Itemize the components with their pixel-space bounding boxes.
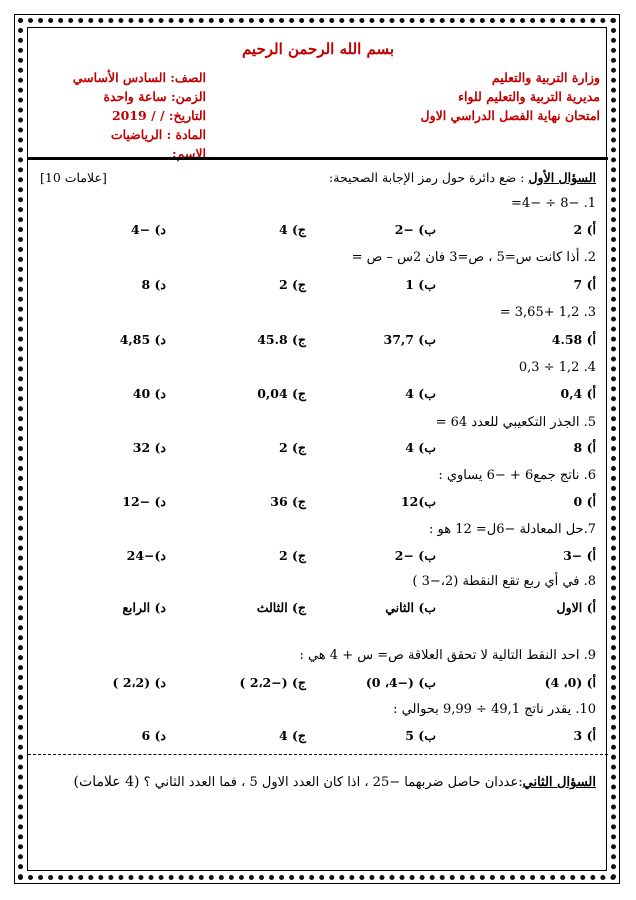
option-b[interactable]: ب) 1 bbox=[405, 277, 436, 292]
option-c[interactable]: ج) 4 bbox=[278, 728, 306, 743]
option-a[interactable]: أ) 4.58 bbox=[551, 332, 596, 347]
question-1-marks: [10 علامات] bbox=[40, 170, 107, 185]
options-row bbox=[40, 728, 596, 748]
date-label: التاريخ: / / 2019 bbox=[111, 108, 206, 123]
question-2-text: :عددان حاصل ضربهما −25 ، اذا كان العدد الاول 5 ، فما العدد الثاني ؟ bbox=[143, 775, 523, 790]
options-row bbox=[40, 494, 596, 514]
options-row bbox=[40, 548, 596, 568]
options-row bbox=[40, 222, 596, 242]
exam-name: امتحان نهاية الفصل الدراسي الاول bbox=[420, 108, 600, 123]
question-2-title: السؤال الثاني bbox=[522, 775, 596, 790]
option-c[interactable]: ج) 45.8 bbox=[257, 332, 306, 347]
option-d[interactable]: د) 40 bbox=[132, 386, 166, 401]
option-a[interactable]: أ) 2 bbox=[573, 222, 596, 237]
option-a[interactable]: أ) 0 bbox=[573, 494, 596, 509]
option-a[interactable]: أ) 7 bbox=[573, 277, 596, 292]
option-b[interactable]: ب)12 bbox=[400, 494, 436, 509]
header-divider bbox=[28, 157, 608, 160]
subject-label: المادة : الرياضيات bbox=[110, 127, 206, 142]
options-row bbox=[40, 386, 596, 406]
option-a[interactable]: أ) 3 bbox=[573, 728, 596, 743]
option-a[interactable]: أ) الاول bbox=[556, 600, 596, 615]
time-label: الزمن: ساعة واحدة bbox=[103, 89, 206, 104]
option-d[interactable]: د)−24 bbox=[126, 548, 166, 563]
question-item: 3. 1,2 +3,65 = bbox=[499, 305, 596, 320]
question-item: 6. ناتج جمع6 + −6 يساوي : bbox=[438, 468, 596, 483]
option-d[interactable]: د) −4 bbox=[130, 222, 166, 237]
directorate-name: مديرية التربية والتعليم للواء bbox=[458, 89, 600, 104]
option-c[interactable]: ج) 2 bbox=[278, 548, 306, 563]
options-row bbox=[40, 332, 596, 352]
option-c[interactable]: ج) 36 bbox=[270, 494, 306, 509]
option-d[interactable]: د) الرابع bbox=[122, 600, 166, 615]
ministry-name: وزارة التربية والتعليم bbox=[491, 70, 600, 85]
basmala: بسم الله الرحمن الرحيم bbox=[241, 40, 395, 58]
option-d[interactable]: د) 4,85 bbox=[119, 332, 166, 347]
question-2 bbox=[36, 774, 596, 790]
question-item: 9. احد النقط التالية لا تحقق العلاقة ص= س + 4 هي : bbox=[299, 648, 596, 663]
option-b[interactable]: ب) (−4، 0) bbox=[365, 675, 436, 690]
question-item: 5. الجذر التكعيبي للعدد 64 = bbox=[435, 415, 596, 430]
option-b[interactable]: ب) −2 bbox=[394, 222, 436, 237]
option-b[interactable]: ب) 37,7 bbox=[383, 332, 436, 347]
option-c[interactable]: ج) 2 bbox=[278, 440, 306, 455]
name-label: الاسم: bbox=[171, 146, 206, 161]
option-b[interactable]: ب) 5 bbox=[405, 728, 436, 743]
question-item: 2. أذا كانت س=5 ، ص=3 فان 2س – ص = bbox=[351, 250, 596, 265]
header-ministry bbox=[420, 68, 600, 125]
option-d[interactable]: د) −12 bbox=[122, 494, 166, 509]
question-item: 10. يقدر ناتج 49,1 ÷ 9,99 بحوالي : bbox=[393, 702, 596, 717]
options-row bbox=[40, 440, 596, 460]
option-b[interactable]: ب) 4 bbox=[405, 386, 436, 401]
option-b[interactable]: ب) −2 bbox=[394, 548, 436, 563]
header-student-info bbox=[36, 68, 206, 163]
question-1-title: السؤال الأول bbox=[528, 170, 596, 185]
option-d[interactable]: د) 8 bbox=[141, 277, 166, 292]
question-item: 8. في أي ربع تقع النقطة (2،−3 ) bbox=[412, 574, 596, 589]
option-c[interactable]: ج) (−2،2 ) bbox=[239, 675, 306, 690]
option-d[interactable]: د) 6 bbox=[141, 728, 166, 743]
question-1-header bbox=[40, 170, 596, 188]
option-a[interactable]: أ) −3 bbox=[563, 548, 596, 563]
option-a[interactable]: أ) (0، 4) bbox=[544, 675, 596, 690]
grade-label: الصف: السادس الأساسي bbox=[72, 70, 206, 85]
options-row bbox=[40, 277, 596, 297]
question-item: 7.حل المعادلة −6ل= 12 هو : bbox=[428, 522, 596, 537]
section-divider bbox=[28, 754, 608, 755]
options-row bbox=[40, 600, 596, 620]
question-1-instruction: : ضع دائرة حول رمز الإجابة الصحيحة: bbox=[329, 170, 525, 185]
options-row bbox=[40, 675, 596, 695]
option-c[interactable]: ج) 0,04 bbox=[257, 386, 306, 401]
option-b[interactable]: ب) 4 bbox=[405, 440, 436, 455]
question-item: 1. −8 ÷ −4= bbox=[511, 196, 596, 211]
option-c[interactable]: ج) 4 bbox=[278, 222, 306, 237]
option-c[interactable]: ج) 2 bbox=[278, 277, 306, 292]
option-c[interactable]: ج) الثالث bbox=[256, 600, 306, 615]
exam-page bbox=[36, 32, 600, 868]
option-a[interactable]: أ) 8 bbox=[573, 440, 596, 455]
option-d[interactable]: د) 32 bbox=[132, 440, 166, 455]
option-b[interactable]: ب) الثاني bbox=[385, 600, 436, 615]
question-item: 4. 1,2 ÷ 0,3 bbox=[518, 360, 596, 375]
option-d[interactable]: د) (2،2 ) bbox=[112, 675, 166, 690]
question-2-marks: (4 علامات) bbox=[73, 774, 140, 790]
option-a[interactable]: أ) 0,4 bbox=[560, 386, 596, 401]
